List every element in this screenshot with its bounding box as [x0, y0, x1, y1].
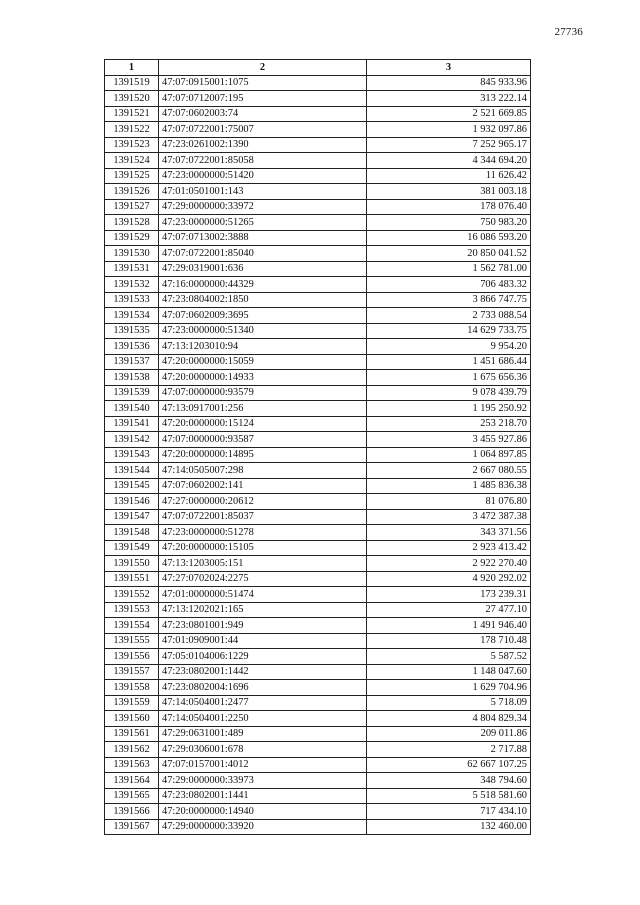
- cadastral-number-cell: 47:23:0000000:51265: [159, 215, 367, 231]
- value-cell: 14 629 733.75: [367, 323, 531, 339]
- value-cell: 9 954.20: [367, 339, 531, 355]
- row-id-cell: 1391529: [105, 230, 159, 246]
- cadastral-number-cell: 47:07:0602002:141: [159, 478, 367, 494]
- column-header-3: 3: [367, 60, 531, 76]
- row-id-cell: 1391551: [105, 571, 159, 587]
- row-id-cell: 1391565: [105, 788, 159, 804]
- cadastral-number-cell: 47:13:0917001:256: [159, 401, 367, 417]
- row-id-cell: 1391535: [105, 323, 159, 339]
- value-cell: 750 983.20: [367, 215, 531, 231]
- value-cell: 178 710.48: [367, 633, 531, 649]
- cadastral-number-cell: 47:07:0712007:195: [159, 91, 367, 107]
- cadastral-number-cell: 47:01:0501001:143: [159, 184, 367, 200]
- table-row: [105, 416, 531, 432]
- table-row: [105, 788, 531, 804]
- table-row: [105, 664, 531, 680]
- cadastral-number-cell: 47:23:0802001:1442: [159, 664, 367, 680]
- table-row: [105, 509, 531, 525]
- row-id-cell: 1391520: [105, 91, 159, 107]
- value-cell: 81 076.80: [367, 494, 531, 510]
- row-id-cell: 1391537: [105, 354, 159, 370]
- value-cell: 253 218.70: [367, 416, 531, 432]
- table-row: [105, 292, 531, 308]
- row-id-cell: 1391554: [105, 618, 159, 634]
- table-row: [105, 556, 531, 572]
- cadastral-number-cell: 47:14:0504001:2250: [159, 711, 367, 727]
- cadastral-number-cell: 47:07:0713002:3888: [159, 230, 367, 246]
- table-row: [105, 726, 531, 742]
- row-id-cell: 1391533: [105, 292, 159, 308]
- row-id-cell: 1391538: [105, 370, 159, 386]
- row-id-cell: 1391557: [105, 664, 159, 680]
- value-cell: 9 078 439.79: [367, 385, 531, 401]
- cadastral-number-cell: 47:23:0000000:51278: [159, 525, 367, 541]
- row-id-cell: 1391543: [105, 447, 159, 463]
- table-body: [105, 75, 531, 835]
- cadastral-number-cell: 47:23:0801001:949: [159, 618, 367, 634]
- value-cell: 343 371.56: [367, 525, 531, 541]
- cadastral-number-cell: 47:23:0802004:1696: [159, 680, 367, 696]
- value-cell: 1 675 656.36: [367, 370, 531, 386]
- value-cell: 3 455 927.86: [367, 432, 531, 448]
- row-id-cell: 1391531: [105, 261, 159, 277]
- data-table: [104, 59, 531, 835]
- value-cell: 1 451 686.44: [367, 354, 531, 370]
- row-id-cell: 1391524: [105, 153, 159, 169]
- cadastral-number-cell: 47:07:0915001:1075: [159, 75, 367, 91]
- table-row: [105, 215, 531, 231]
- table-row: [105, 230, 531, 246]
- table-row: [105, 773, 531, 789]
- table-row: [105, 168, 531, 184]
- table-row: [105, 153, 531, 169]
- cadastral-number-cell: 47:20:0000000:14940: [159, 804, 367, 820]
- table-row: [105, 106, 531, 122]
- table-row: [105, 711, 531, 727]
- cadastral-number-cell: 47:07:0722001:85037: [159, 509, 367, 525]
- row-id-cell: 1391559: [105, 695, 159, 711]
- header-row: [105, 60, 531, 76]
- value-cell: 2 733 088.54: [367, 308, 531, 324]
- row-id-cell: 1391523: [105, 137, 159, 153]
- value-cell: 1 491 946.40: [367, 618, 531, 634]
- value-cell: 2 667 080.55: [367, 463, 531, 479]
- cadastral-number-cell: 47:13:1202021:165: [159, 602, 367, 618]
- table-row: [105, 137, 531, 153]
- cadastral-number-cell: 47:07:0602009:3695: [159, 308, 367, 324]
- row-id-cell: 1391566: [105, 804, 159, 820]
- row-id-cell: 1391550: [105, 556, 159, 572]
- table-row: [105, 540, 531, 556]
- column-header-1: 1: [105, 60, 159, 76]
- cadastral-number-cell: 47:29:0631001:489: [159, 726, 367, 742]
- table-row: [105, 494, 531, 510]
- value-cell: 7 252 965.17: [367, 137, 531, 153]
- value-cell: 5 587.52: [367, 649, 531, 665]
- table-row: [105, 463, 531, 479]
- table-row: [105, 571, 531, 587]
- cadastral-number-cell: 47:07:0000000:93579: [159, 385, 367, 401]
- cadastral-number-cell: 47:20:0000000:15105: [159, 540, 367, 556]
- value-cell: 381 003.18: [367, 184, 531, 200]
- row-id-cell: 1391539: [105, 385, 159, 401]
- value-cell: 27 477.10: [367, 602, 531, 618]
- row-id-cell: 1391558: [105, 680, 159, 696]
- value-cell: 173 239.31: [367, 587, 531, 603]
- row-id-cell: 1391519: [105, 75, 159, 91]
- table-row: [105, 385, 531, 401]
- cadastral-number-cell: 47:29:0000000:33920: [159, 819, 367, 835]
- table-row: [105, 804, 531, 820]
- value-cell: 1 148 047.60: [367, 664, 531, 680]
- table-row: [105, 587, 531, 603]
- value-cell: 706 483.32: [367, 277, 531, 293]
- value-cell: 4 804 829.34: [367, 711, 531, 727]
- cadastral-number-cell: 47:29:0000000:33973: [159, 773, 367, 789]
- value-cell: 717 434.10: [367, 804, 531, 820]
- cadastral-number-cell: 47:07:0722001:75007: [159, 122, 367, 138]
- table-row: [105, 680, 531, 696]
- row-id-cell: 1391549: [105, 540, 159, 556]
- table-row: [105, 199, 531, 215]
- row-id-cell: 1391521: [105, 106, 159, 122]
- table-row: [105, 633, 531, 649]
- table-row: [105, 432, 531, 448]
- cadastral-number-cell: 47:07:0722001:85040: [159, 246, 367, 262]
- cadastral-number-cell: 47:20:0000000:14895: [159, 447, 367, 463]
- table-row: [105, 695, 531, 711]
- value-cell: 2 521 669.85: [367, 106, 531, 122]
- row-id-cell: 1391553: [105, 602, 159, 618]
- cadastral-number-cell: 47:29:0319001:636: [159, 261, 367, 277]
- table-row: [105, 757, 531, 773]
- table-row: [105, 478, 531, 494]
- value-cell: 5 718.09: [367, 695, 531, 711]
- row-id-cell: 1391562: [105, 742, 159, 758]
- value-cell: 4 344 694.20: [367, 153, 531, 169]
- cadastral-number-cell: 47:05:0104006:1229: [159, 649, 367, 665]
- row-id-cell: 1391526: [105, 184, 159, 200]
- cadastral-number-cell: 47:07:0722001:85058: [159, 153, 367, 169]
- row-id-cell: 1391561: [105, 726, 159, 742]
- table-row: [105, 819, 531, 835]
- cadastral-number-cell: 47:20:0000000:14933: [159, 370, 367, 386]
- table-row: [105, 339, 531, 355]
- value-cell: 1 485 836.38: [367, 478, 531, 494]
- value-cell: 3 472 387.38: [367, 509, 531, 525]
- value-cell: 2 922 270.40: [367, 556, 531, 572]
- value-cell: 2 923 413.42: [367, 540, 531, 556]
- column-header-2: 2: [159, 60, 367, 76]
- row-id-cell: 1391540: [105, 401, 159, 417]
- value-cell: 4 920 292.02: [367, 571, 531, 587]
- row-id-cell: 1391528: [105, 215, 159, 231]
- cadastral-number-cell: 47:01:0909001:44: [159, 633, 367, 649]
- row-id-cell: 1391532: [105, 277, 159, 293]
- value-cell: 11 626.42: [367, 168, 531, 184]
- value-cell: 20 850 041.52: [367, 246, 531, 262]
- value-cell: 209 011.86: [367, 726, 531, 742]
- cadastral-number-cell: 47:23:0000000:51420: [159, 168, 367, 184]
- value-cell: 1 064 897.85: [367, 447, 531, 463]
- page-number: 27736: [554, 26, 583, 38]
- value-cell: 348 794.60: [367, 773, 531, 789]
- cadastral-number-cell: 47:27:0702024:2275: [159, 571, 367, 587]
- cadastral-number-cell: 47:07:0000000:93587: [159, 432, 367, 448]
- row-id-cell: 1391564: [105, 773, 159, 789]
- cadastral-number-cell: 47:13:1203005:151: [159, 556, 367, 572]
- row-id-cell: 1391546: [105, 494, 159, 510]
- table-row: [105, 122, 531, 138]
- row-id-cell: 1391563: [105, 757, 159, 773]
- table-header: [105, 60, 531, 76]
- row-id-cell: 1391567: [105, 819, 159, 835]
- table-row: [105, 618, 531, 634]
- value-cell: 132 460.00: [367, 819, 531, 835]
- value-cell: 1 932 097.86: [367, 122, 531, 138]
- row-id-cell: 1391544: [105, 463, 159, 479]
- table-row: [105, 323, 531, 339]
- row-id-cell: 1391534: [105, 308, 159, 324]
- table-row: [105, 401, 531, 417]
- value-cell: 845 933.96: [367, 75, 531, 91]
- row-id-cell: 1391560: [105, 711, 159, 727]
- row-id-cell: 1391541: [105, 416, 159, 432]
- value-cell: 3 866 747.75: [367, 292, 531, 308]
- cadastral-number-cell: 47:01:0000000:51474: [159, 587, 367, 603]
- cadastral-number-cell: 47:14:0504001:2477: [159, 695, 367, 711]
- row-id-cell: 1391542: [105, 432, 159, 448]
- table-row: [105, 277, 531, 293]
- value-cell: 62 667 107.25: [367, 757, 531, 773]
- cadastral-number-cell: 47:14:0505007:298: [159, 463, 367, 479]
- row-id-cell: 1391536: [105, 339, 159, 355]
- value-cell: 313 222.14: [367, 91, 531, 107]
- value-cell: 1 195 250.92: [367, 401, 531, 417]
- row-id-cell: 1391527: [105, 199, 159, 215]
- cadastral-number-cell: 47:23:0000000:51340: [159, 323, 367, 339]
- table-row: [105, 742, 531, 758]
- table-row: [105, 602, 531, 618]
- table-row: [105, 649, 531, 665]
- table-row: [105, 308, 531, 324]
- cadastral-number-cell: 47:20:0000000:15059: [159, 354, 367, 370]
- table-row: [105, 246, 531, 262]
- cadastral-number-cell: 47:29:0306001:678: [159, 742, 367, 758]
- table-row: [105, 525, 531, 541]
- row-id-cell: 1391548: [105, 525, 159, 541]
- value-cell: 1 562 781.00: [367, 261, 531, 277]
- row-id-cell: 1391547: [105, 509, 159, 525]
- table-row: [105, 91, 531, 107]
- value-cell: 2 717.88: [367, 742, 531, 758]
- value-cell: 5 518 581.60: [367, 788, 531, 804]
- cadastral-number-cell: 47:07:0157001:4012: [159, 757, 367, 773]
- value-cell: 178 076.40: [367, 199, 531, 215]
- table-row: [105, 184, 531, 200]
- cadastral-number-cell: 47:07:0602003:74: [159, 106, 367, 122]
- table-row: [105, 447, 531, 463]
- value-cell: 16 086 593.20: [367, 230, 531, 246]
- row-id-cell: 1391525: [105, 168, 159, 184]
- row-id-cell: 1391530: [105, 246, 159, 262]
- cadastral-number-cell: 47:20:0000000:15124: [159, 416, 367, 432]
- row-id-cell: 1391556: [105, 649, 159, 665]
- cadastral-number-cell: 47:29:0000000:33972: [159, 199, 367, 215]
- cadastral-number-cell: 47:23:0802001:1441: [159, 788, 367, 804]
- cadastral-number-cell: 47:23:0804002:1850: [159, 292, 367, 308]
- value-cell: 1 629 704.96: [367, 680, 531, 696]
- row-id-cell: 1391545: [105, 478, 159, 494]
- cadastral-number-cell: 47:13:1203010:94: [159, 339, 367, 355]
- table-row: [105, 75, 531, 91]
- row-id-cell: 1391552: [105, 587, 159, 603]
- table-row: [105, 261, 531, 277]
- table-row: [105, 370, 531, 386]
- row-id-cell: 1391555: [105, 633, 159, 649]
- cadastral-number-cell: 47:23:0261002:1390: [159, 137, 367, 153]
- table-row: [105, 354, 531, 370]
- cadastral-number-cell: 47:27:0000000:20612: [159, 494, 367, 510]
- cadastral-number-cell: 47:16:0000000:44329: [159, 277, 367, 293]
- row-id-cell: 1391522: [105, 122, 159, 138]
